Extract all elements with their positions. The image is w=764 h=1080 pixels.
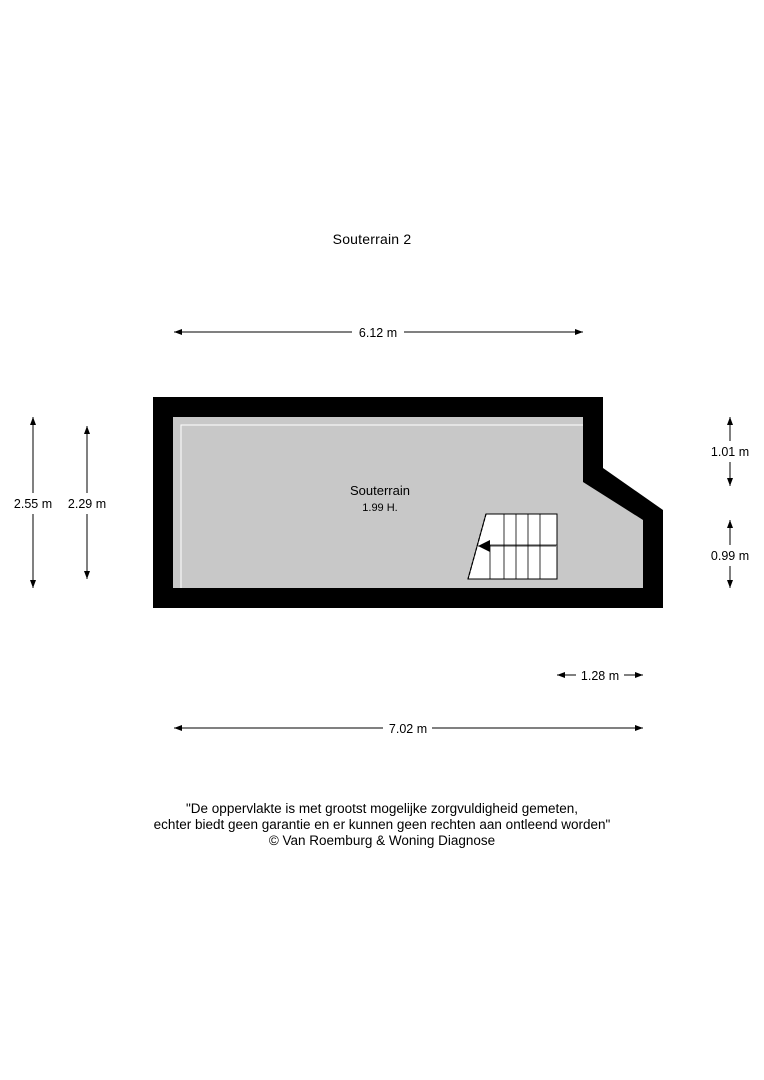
disclaimer-line-2: echter biedt geen garantie en er kunnen geen rechten aan ontleend worden" xyxy=(153,817,611,832)
room-floor xyxy=(173,417,643,588)
dimension-bottom-right-width xyxy=(557,669,643,683)
dimension-left-inner-height xyxy=(68,426,106,579)
dimension-label-bottom-width: 7.02 m xyxy=(388,722,428,736)
room-name: Souterrain xyxy=(350,483,410,498)
dimension-right-upper-height xyxy=(711,417,749,486)
dimension-label-left-outer-height: 2.55 m xyxy=(13,497,53,511)
disclaimer xyxy=(0,801,764,849)
room-height: 1.99 H. xyxy=(362,502,398,514)
dimension-label-bottom-right-width: 1.28 m xyxy=(580,669,620,683)
dimension-label-right-lower-height: 0.99 m xyxy=(710,549,750,563)
plan-title: Souterrain 2 xyxy=(332,231,412,247)
disclaimer-copyright: © Van Roemburg & Woning Diagnose xyxy=(268,833,496,848)
dimension-label-top-width: 6.12 m xyxy=(358,326,398,340)
dimension-left-outer-height xyxy=(14,417,52,588)
dimension-label-left-inner-height: 2.29 m xyxy=(67,497,107,511)
dimension-right-lower-height xyxy=(711,520,749,588)
dimension-top-width xyxy=(174,326,583,340)
dimension-bottom-width xyxy=(174,722,643,736)
disclaimer-line-1: "De oppervlakte is met grootst mogelijke zorgvuldigheid gemeten, xyxy=(186,801,578,816)
dimension-label-right-upper-height: 1.01 m xyxy=(710,445,750,459)
